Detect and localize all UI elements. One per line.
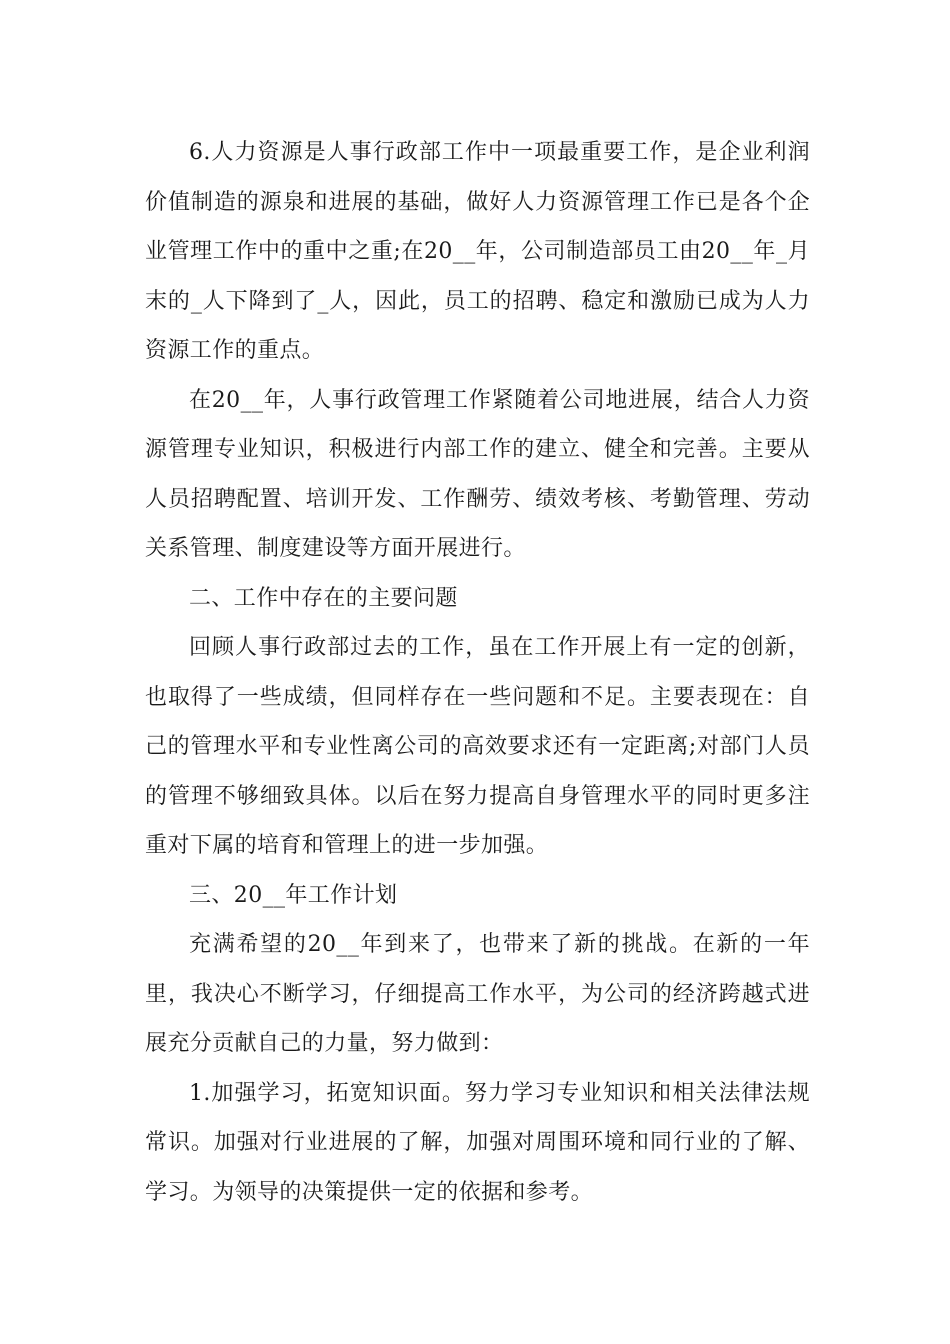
section-heading-plan: 三、20__年工作计划 xyxy=(189,882,398,908)
paragraph-hr-importance: 6.人力资源是人事行政部工作中一项最重要工作，是企业利润价值制造的源泉和进展的基础，做好人力资源管理工作已是各个企业管理工作中的重中之重;在20__年，公司制造部员工由20__年_月末的_人下降到了_人，因此，员工的招聘、稳定和激励已成为人力资源工作的重点。 xyxy=(145,140,810,363)
paragraph-learning: 1.加强学习，拓宽知识面。努力学习专业知识和相关法律法规常识。加强对行业进展的了解，加强对周围环境和同行业的了解、学习。为领导的决策提供一定的依据和参考。 xyxy=(145,1080,810,1205)
section-heading-problems: 二、工作中存在的主要问题 xyxy=(189,585,458,611)
paragraph-new-year: 充满希望的20__年到来了，也带来了新的挑战。在新的一年里，我决心不断学习，仔细提高工作水平，为公司的经济跨越式进展充分贡献自己的力量，努力做到： xyxy=(145,932,810,1056)
paragraph-admin-progress: 在20__年，人事行政管理工作紧随着公司地进展，结合人力资源管理专业知识，积极进行内部工作的建立、健全和完善。主要从人员招聘配置、培训开发、工作酬劳、绩效考核、考勤管理、劳动关系管理、制度建设等方面开展进行。 xyxy=(145,387,810,561)
document-body xyxy=(145,128,810,1217)
paragraph-review: 回顾人事行政部过去的工作，虽在工作开展上有一定的创新，也取得了一些成绩，但同样存在一些问题和不足。主要表现在：自己的管理水平和专业性离公司的高效要求还有一定距离;对部门人员的管理不够细致具体。以后在努力提高自身管理水平的同时更多注重对下属的培育和管理上的进一步加强。 xyxy=(145,635,810,858)
